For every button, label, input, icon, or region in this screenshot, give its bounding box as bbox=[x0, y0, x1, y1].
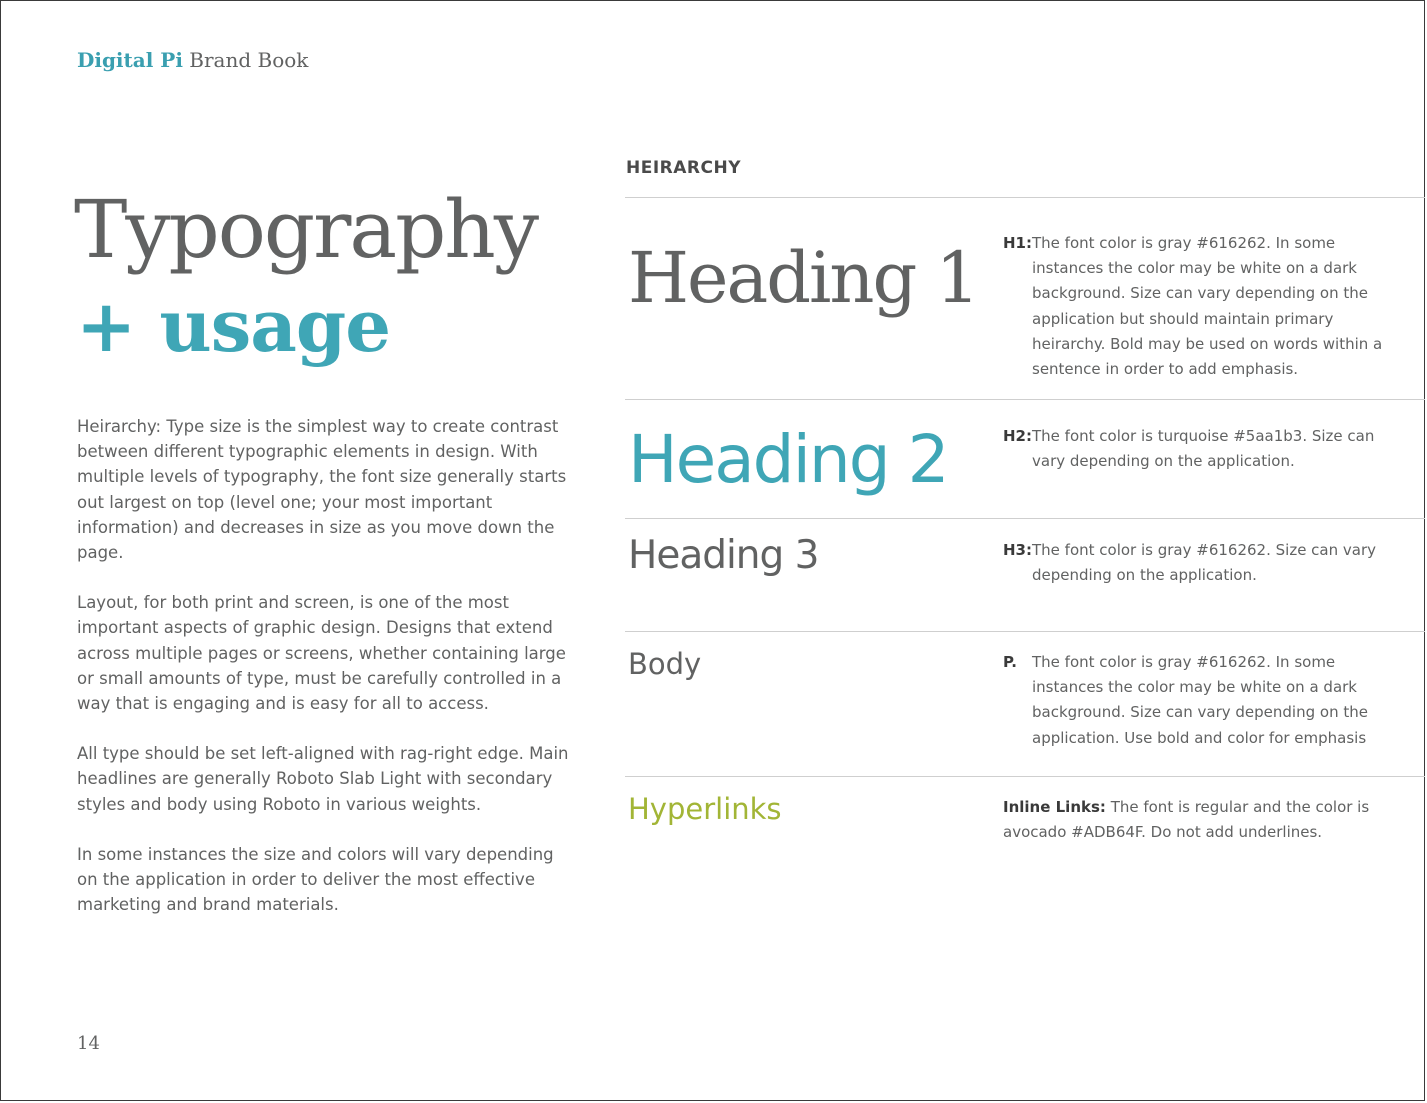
description-text: The font is regular and the color is avocado #ADB64F. Do not add underlines. bbox=[1003, 798, 1370, 842]
sample-heading-1: Heading 1 bbox=[628, 237, 979, 319]
sample-heading-2: Heading 2 bbox=[628, 421, 948, 498]
divider bbox=[625, 399, 1425, 400]
description-lead: P. bbox=[1003, 653, 1017, 671]
page-title-line2: + usage bbox=[76, 283, 391, 368]
description-lead: Inline Links: bbox=[1003, 798, 1106, 816]
sample-hyperlink[interactable]: Hyperlinks bbox=[628, 792, 782, 826]
description-text: The font color is gray #616262. In some instances the color may be white on a dark background. Size can vary depending on the application. Use bold and color for emphasis bbox=[1032, 653, 1368, 747]
description-body bbox=[1003, 650, 1383, 751]
intro-paragraph: Heirarchy: Type size is the simplest way to create contrast between different typographic elements in design. With multiple levels of typography, the font size generally starts out largest on top (level one; your most important information) and decreases in size as you move down the page. bbox=[77, 417, 567, 563]
description-h2 bbox=[1003, 424, 1383, 474]
description-lead: H3: bbox=[1003, 541, 1032, 559]
intro-paragraph: Layout, for both print and screen, is one of the most important aspects of graphic design. Designs that extend across multiple pages or screens, whether containing large or small amounts of type, must be carefully controlled in a way that is engaging and is easy for all to access. bbox=[77, 593, 566, 714]
description-text: The font color is gray #616262. Size can vary depending on the application. bbox=[1032, 541, 1377, 585]
book-name: Brand Book bbox=[189, 48, 309, 72]
description-h1 bbox=[1003, 231, 1383, 382]
description-h3 bbox=[1003, 538, 1383, 588]
divider bbox=[625, 197, 1425, 198]
brand-name: Digital Pi bbox=[77, 48, 183, 72]
divider bbox=[625, 631, 1425, 632]
intro-text bbox=[77, 414, 577, 942]
description-hyperlinks bbox=[1003, 795, 1383, 845]
divider bbox=[625, 518, 1425, 519]
description-lead: H2: bbox=[1003, 427, 1032, 445]
description-text: The font color is gray #616262. In some instances the color may be white on a dark background. Size can vary depending on the application but should maintain primary heirarchy. Bold may be used on words within a sentence in order to add emphasis. bbox=[1032, 234, 1383, 379]
description-lead: H1: bbox=[1003, 234, 1032, 252]
description-text: The font color is turquoise #5aa1b3. Size can vary depending on the application. bbox=[1032, 427, 1375, 471]
intro-paragraph: In some instances the size and colors will vary depending on the application in order to deliver the most effective marketing and brand materials. bbox=[77, 844, 554, 915]
page-title-line1: Typography bbox=[74, 183, 538, 276]
running-header bbox=[77, 46, 308, 74]
sample-body: Body bbox=[628, 647, 702, 681]
section-label-hierarchy: HEIRARCHY bbox=[626, 158, 742, 178]
divider bbox=[625, 776, 1425, 777]
page-number: 14 bbox=[77, 1033, 100, 1054]
intro-paragraph: All type should be set left-aligned with rag-right edge. Main headlines are generally Roboto Slab Light with secondary styles and body using Roboto in various weights. bbox=[77, 744, 569, 814]
sample-heading-3: Heading 3 bbox=[628, 533, 819, 578]
